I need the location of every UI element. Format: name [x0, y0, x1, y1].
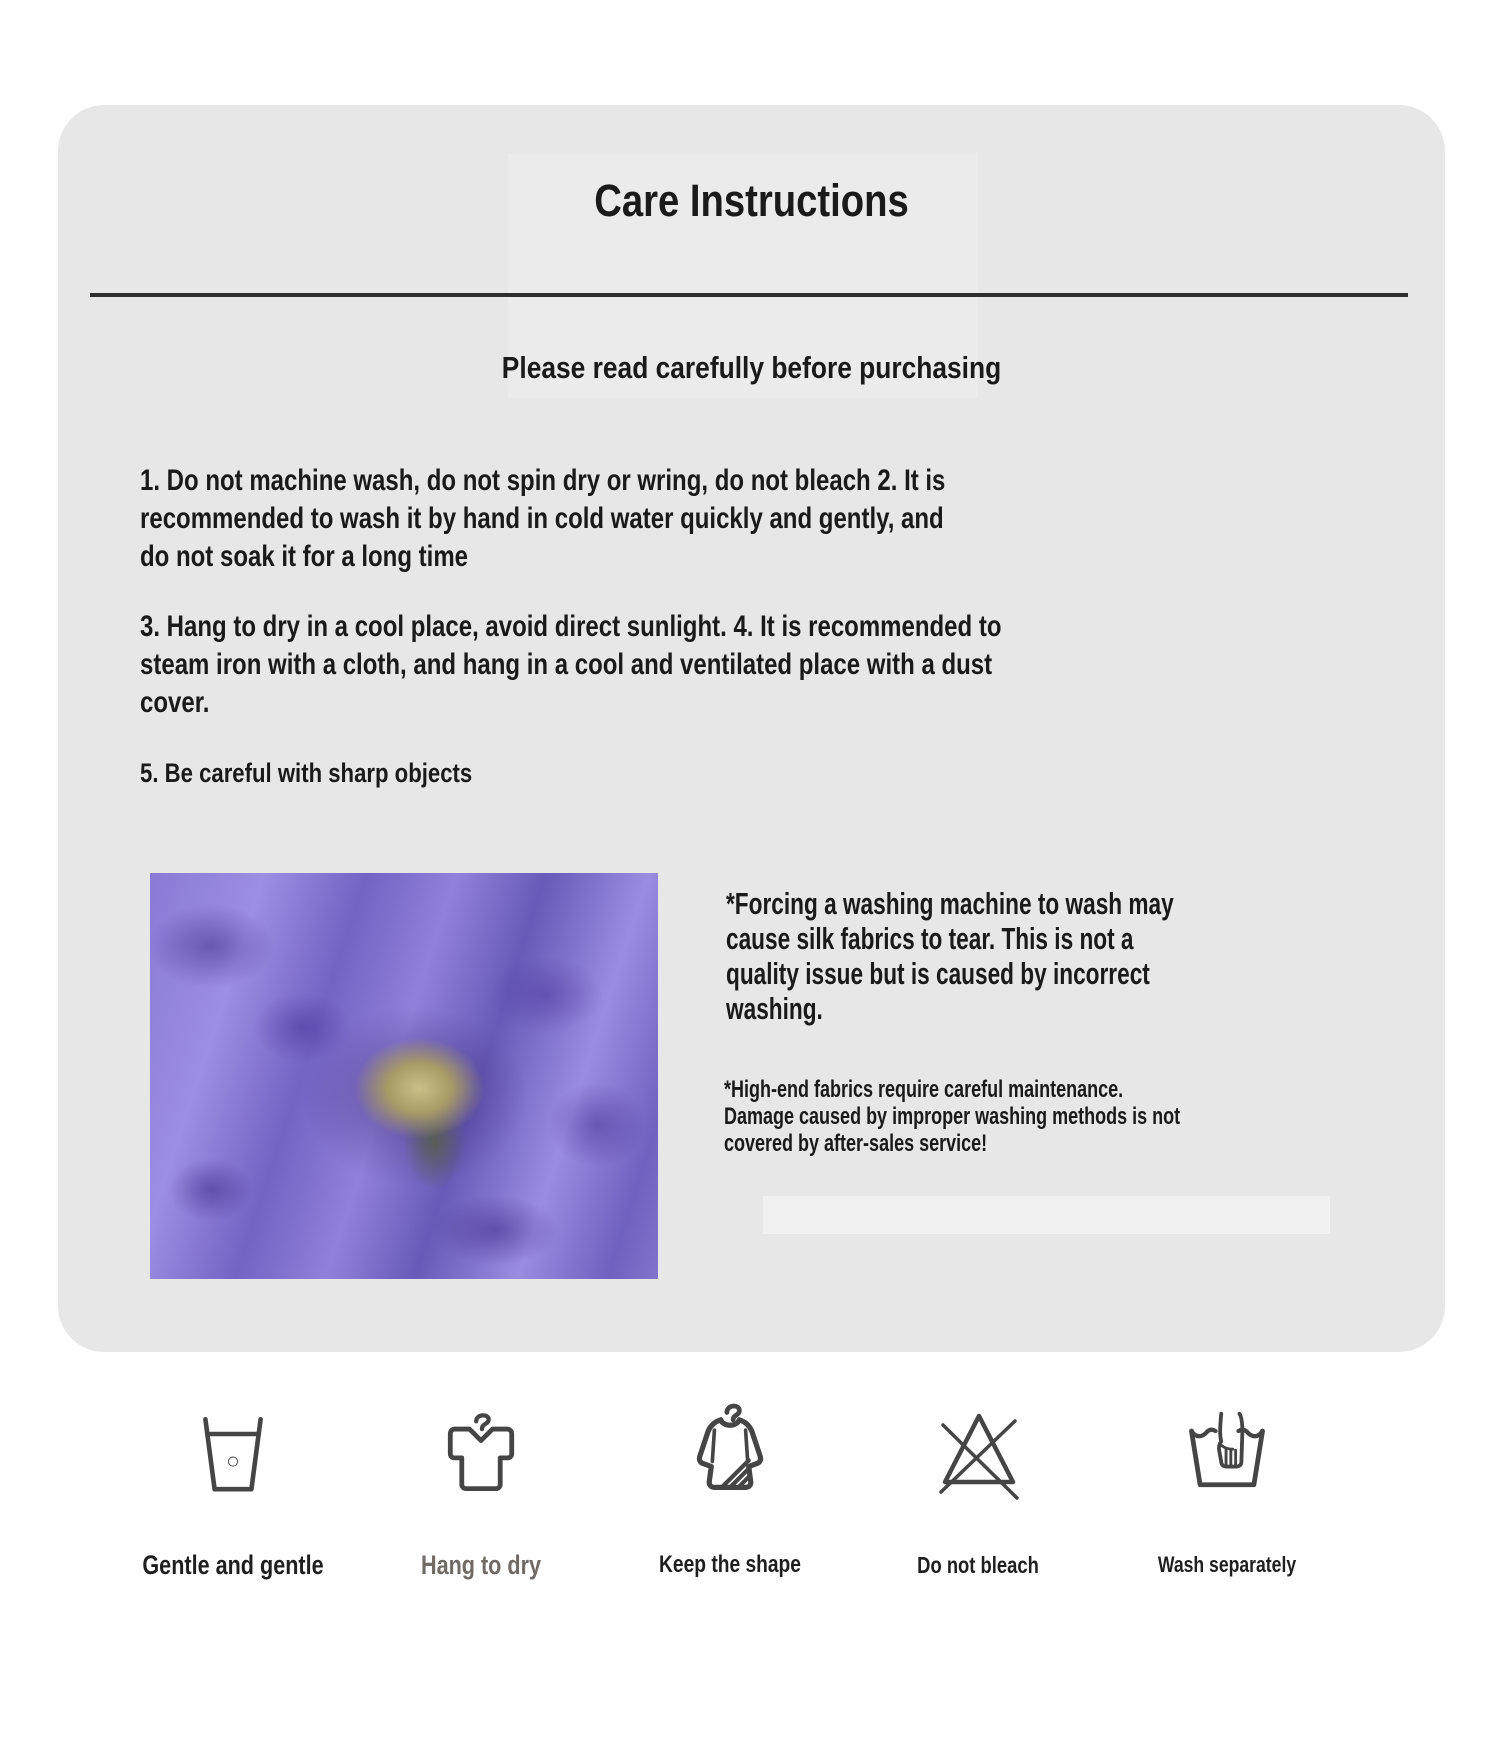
- highlight-band: [763, 1196, 1330, 1234]
- instructions-item-5: 5. Be careful with sharp objects: [140, 758, 473, 788]
- text-line: Damage caused by improper washing methods is not: [724, 1103, 1181, 1130]
- subtitle: Please read carefully before purchasing: [501, 350, 1002, 385]
- text-line: recommended to wash it by hand in cold water quickly and gently, and: [140, 502, 944, 535]
- hand-in-water-basin-icon: [1175, 1407, 1279, 1503]
- fabric-damage-photo: [150, 873, 658, 1279]
- care-symbol-hang-dry: [366, 1398, 596, 1581]
- care-symbol-gentle-wash: [118, 1398, 348, 1581]
- icon-box: [863, 1398, 1093, 1503]
- warning-primary: [726, 886, 1339, 1026]
- care-symbol-label: Do not bleach: [917, 1552, 1039, 1578]
- text-line: do not soak it for a long time: [140, 540, 469, 573]
- text-line: cover.: [140, 686, 210, 719]
- text-line: washing.: [726, 991, 823, 1026]
- hand-wash-basin-dot-icon: [187, 1411, 279, 1503]
- care-instructions-card: [58, 105, 1445, 1352]
- text-line: steam iron with a cloth, and hang in a cool and ventilated place with a dust: [140, 648, 993, 681]
- text-line: 1. Do not machine wash, do not spin dry or wring, do not bleach 2. It is: [140, 464, 946, 497]
- instructions-paragraph-1: [140, 462, 1147, 576]
- care-symbol-label: Gentle and gentle: [142, 1550, 324, 1580]
- do-not-bleach-triangle-icon: [928, 1403, 1028, 1503]
- text-line: quality issue but is caused by incorrect: [726, 956, 1150, 991]
- icon-box: [1112, 1398, 1342, 1503]
- page-title: Care Instructions: [594, 175, 909, 226]
- care-symbol-wash-separately: [1112, 1398, 1342, 1581]
- warning-secondary: [724, 1076, 1332, 1157]
- icon-box: [615, 1398, 845, 1503]
- text-line: cause silk fabrics to tear. This is not a: [726, 921, 1134, 956]
- shirt-on-hanger-icon: [433, 1407, 529, 1503]
- divider-line: [90, 293, 1408, 297]
- text-line: *High-end fabrics require careful maintenance.: [724, 1076, 1124, 1103]
- instructions-paragraph-2: [140, 608, 1217, 722]
- care-symbol-no-bleach: [863, 1398, 1093, 1581]
- care-symbol-label: Wash separately: [1157, 1552, 1297, 1577]
- care-symbol-label: Keep the shape: [659, 1551, 801, 1578]
- text-line: 3. Hang to dry in a cool place, avoid direct sunlight. 4. It is recommended to: [140, 610, 1002, 643]
- care-symbol-label: Hang to dry: [420, 1550, 541, 1580]
- icon-box: [118, 1398, 348, 1503]
- garment-keep-shape-icon: [678, 1399, 782, 1503]
- text-line: covered by after-sales service!: [724, 1130, 988, 1157]
- text-line: *Forcing a washing machine to wash may: [726, 886, 1174, 921]
- icon-box: [366, 1398, 596, 1503]
- care-symbol-keep-shape: [615, 1398, 845, 1581]
